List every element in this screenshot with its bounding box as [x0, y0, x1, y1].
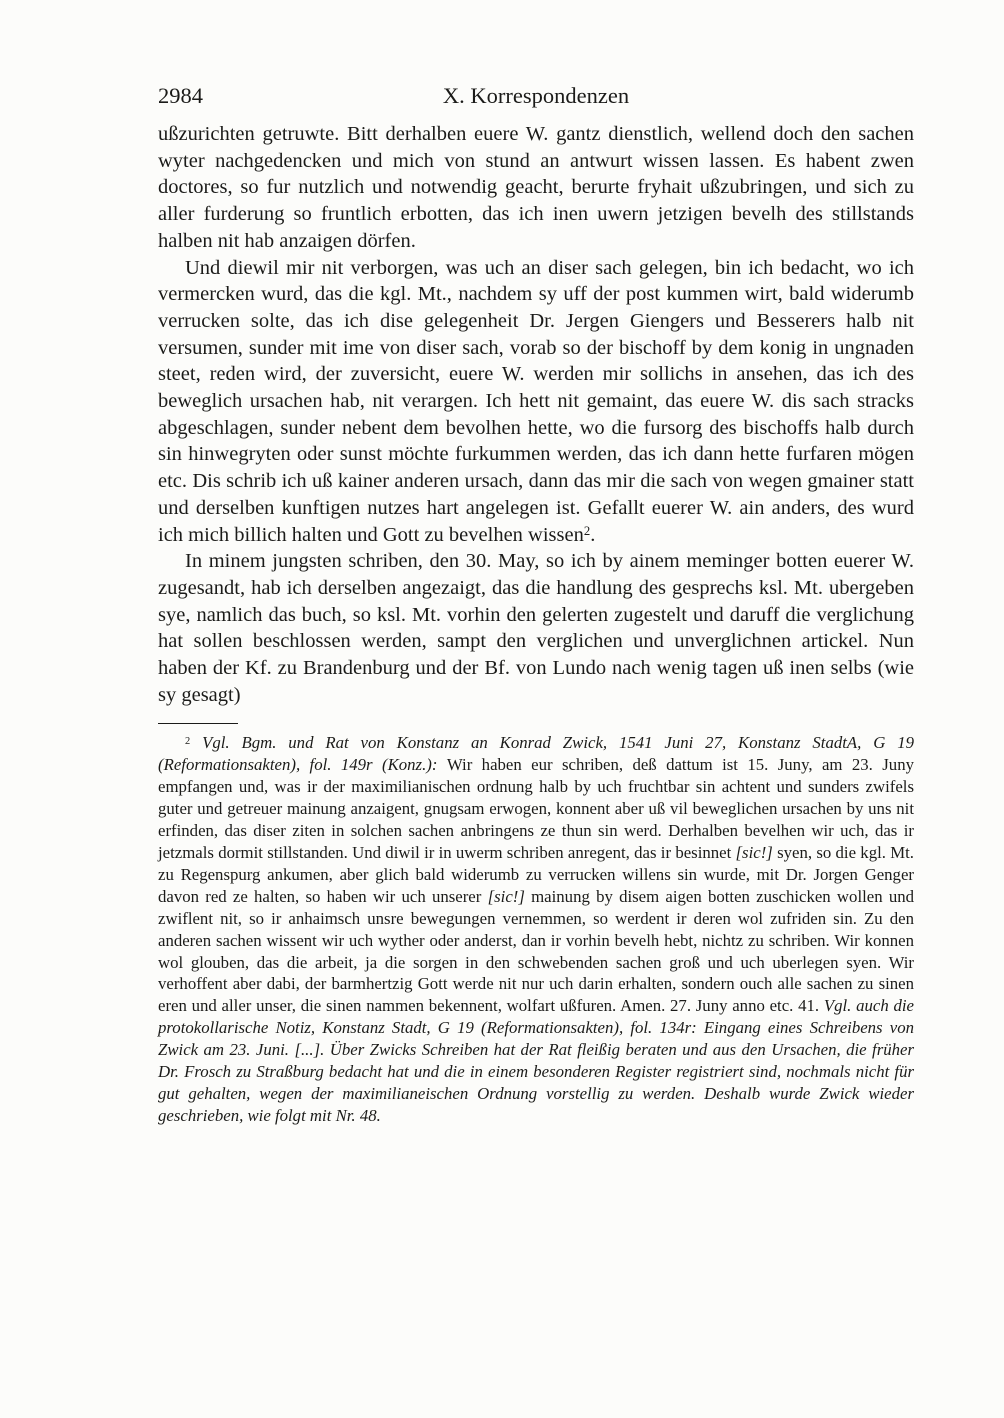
body-paragraph — [158, 255, 914, 549]
body-paragraph-continuation — [158, 121, 914, 255]
text-segment: [sic!] — [487, 886, 525, 906]
text-segment: Wir haben eur schriben, deß dattum ist 15. Juny, am 23. Juny empfangen und, was ir der maximilianischen ordnung halb by uch fruchtbar sin achtent und sunders zwifels guter und getreuer mainung anzaigent, gnugsam erwogen, konnent aber uß vil beweglichen ursachen by uns nit erfinden, das diser ziten in solchen sachen anbringens ze thun sin werd. Derhalben bevelhen wir uch, das ir jetzmals dormit stillstanden. Und diwil ir in uwerm schriben anregent, das ir besinnet — [158, 755, 914, 862]
text-segment: Vgl. Bgm. und Rat von Konstanz an Konrad Zwick, 1541 Juni 27, Konstanz StadtA, G 19 (Reformationsakten), fol. 149r (Konz.): — [158, 733, 914, 775]
page-number: 2984 — [158, 83, 203, 108]
footnote-separator-rule — [158, 723, 238, 724]
text-segment: Und diewil mir nit verborgen, was uch an diser sach gelegen, bin ich bedacht, wo ich vermercken wurd, das die kgl. Mt., nachdem sy uff der post kummen wirt, bald widerumb verrucken solte, das ich dise gelegenheit Dr. Jergen Giengers und Besserers halb nit versumen, sunder mit ime von diser sach, vorab so der bischoff by dem konig in ungnaden steet, reden wird, der zuversicht, euere W. werden mir sollichs in ansehen, das ich des beweglich ursachen hab, nit verargen. Ich hett nit gemaint, das euere W. dis sach stracks abgeschlagen, sunder nebent dem bevolhen hette, wo die fursorg des bischoffs halb durch sin hinwegryten oder sunst möchte furkummen werden, das ich dann hette furfaren mögen etc. Dis schrib ich uß kainer anderen ursach, dann das mir die sach von wegen gmainer statt und derselben kunftigen nutzes hart angelegen ist. Gefallt euerer W. ain anders, des wurd ich mich billich halten und Gott zu bevelhen wissen — [158, 256, 914, 546]
footnote-reference-mark: 2 — [583, 523, 591, 538]
running-title: X. Korrespondenzen — [442, 83, 630, 108]
text-segment: syen, so die kgl. Mt. zu Regenspurg ankumen, aber glich bald widerumb zu verrucken willens sin wurde, mit Dr. Jorgen Genger davon red ze halten, so haben wir uch unserer — [158, 843, 914, 906]
footnote-2 — [158, 732, 914, 1126]
footnote-reference-mark: 2 — [185, 735, 191, 747]
text-segment: . — [590, 523, 596, 546]
text-segment: [sic!] — [735, 843, 773, 862]
page-header — [158, 82, 914, 110]
text-block — [158, 82, 914, 1127]
text-segment: mainung by disem aigen botten zuschicken wollen und zwiflent nit, so ir anhaimsch unsre bewegungen vernemmen, so werdent ir deren wol zufriden sin. Zu den anderen sachen wissent wir uch wyther oder anderst, dan ir vorhin bevelh hebt, nichtz zu schriben. Wir konnen wol glouben, das die arbeit, ja die sorgen in den schwebenden sachen groß und uch uberlegen syen. Wir verhoffent aber dabi, der barmhertzig Gott werde nit nur uch darin erhalten, sondern ouch alle sachen zu sinen eren und aller unser, die sinen nammen bekennent, wolfart ußfuren. Amen. 27. Juny anno etc. 41. — [158, 886, 915, 1016]
text-segment: In minem jungsten schriben, den 30. May, so ich by ainem meminger botten euerer W. zugesandt, hab ich derselben angezaigt, das die handlung des gesprechs ksl. Mt. ubergeben sye, namlich das buch, so ksl. Mt. vorhin den gelerten zugestelt und daruff die verglichung hat sollen beschlossen werden, sampt den verglichen und unverglichnen artickel. Nun haben der Kf. zu Brandenburg und der Bf. von Lundo nach wenig tagen uß inen selbs (wie sy gesagt) — [158, 550, 914, 706]
body-text — [158, 121, 914, 708]
text-segment: ußzurichten getruwte. Bitt derhalben euere W. gantz dienstlich, wellend doch den sachen wyter nachgedencken und mich von stund an antwurt wissen lassen. Es habent zwen doctores, so fur nutzlich und notwendig geacht, berurte fryhait ußzubringen, und sich zu aller furderung so fruntlich erbotten, das ich inen uwern jetzigen bevelh des stillstands halben nit hab anzaigen dörfen. — [158, 123, 914, 252]
text-segment: Vgl. auch die protokollarische Notiz, Konstanz Stadt, G 19 (Reformationsakten), fol. 134r: Eingang eines Schreibens von Zwick am 23. Juni. [...]. Über Zwicks Schreiben hat der Rat fleißig beraten und aus den Ursachen, die früher Dr. Frosch zu Straßburg bedacht hat und die in einem besonderen Register registriert sind, nochmals nicht für gut gehalten, wegen der maximilianeischen Ordnung vorstellig zu werden. Deshalb wurde Zwick wieder geschrieben, wie folgt mit Nr. 48. — [158, 996, 914, 1125]
body-paragraph — [158, 548, 914, 708]
footnote-block — [158, 732, 914, 1126]
